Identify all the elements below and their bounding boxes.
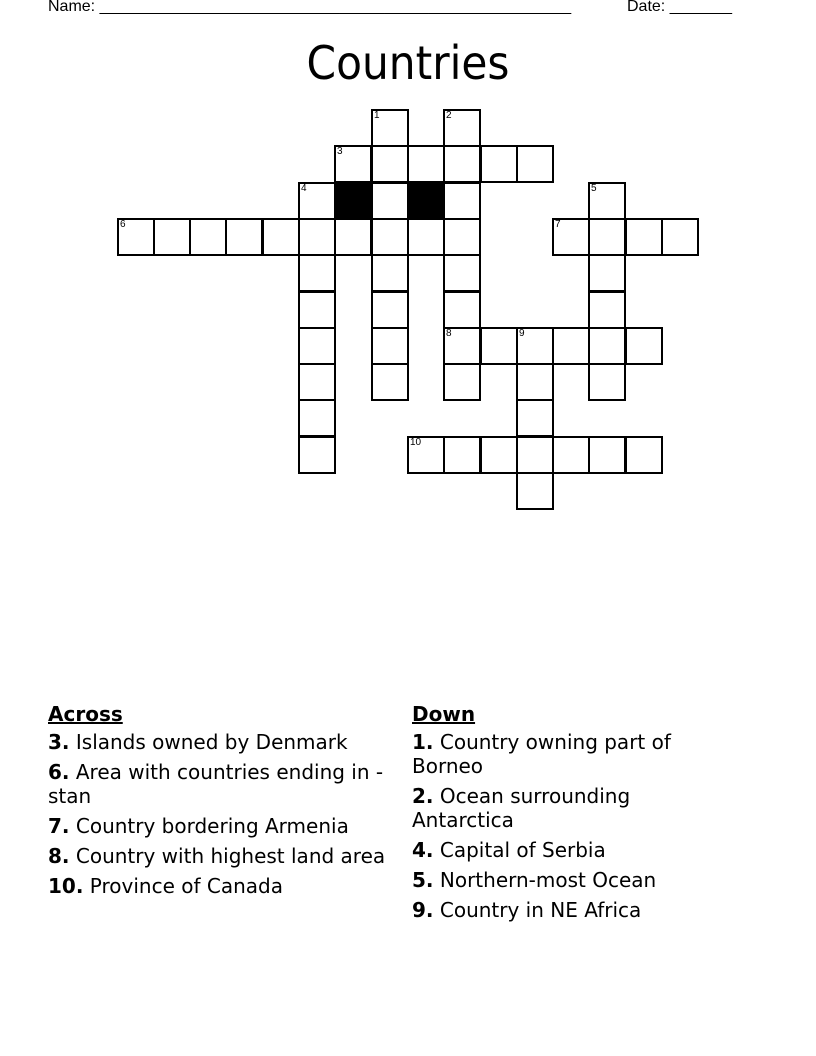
across-clues	[48, 702, 393, 904]
answer-cell[interactable]	[371, 218, 409, 256]
answer-cell[interactable]	[298, 291, 336, 329]
answer-cell[interactable]	[443, 363, 481, 401]
clue-number: 4.	[412, 838, 434, 862]
clue-number-label: 9	[519, 328, 525, 339]
down-heading: Down	[412, 702, 476, 726]
down-clue-2	[412, 784, 732, 832]
answer-cell[interactable]	[588, 436, 626, 474]
clue-number-label: 2	[446, 110, 452, 121]
answer-cell[interactable]	[225, 218, 263, 256]
across-clue-10	[48, 874, 393, 898]
clue-text: Country bordering Armenia	[75, 814, 349, 838]
clue-number-label: 8	[446, 328, 452, 339]
answer-cell[interactable]	[371, 182, 409, 220]
answer-cell[interactable]	[552, 327, 590, 365]
answer-cell[interactable]	[516, 145, 554, 183]
page-title: Countries	[306, 36, 510, 90]
answer-cell[interactable]	[443, 109, 481, 147]
answer-cell[interactable]	[661, 218, 699, 256]
down-clue-4	[412, 838, 732, 862]
answer-cell[interactable]	[262, 218, 300, 256]
clue-number: 8.	[48, 844, 70, 868]
clue-text: Area with countries ending in -stan	[48, 760, 384, 808]
answer-cell[interactable]	[443, 436, 481, 474]
down-clue-5	[412, 868, 732, 892]
answer-cell[interactable]	[298, 399, 336, 437]
across-clue-8	[48, 844, 393, 868]
answer-cell[interactable]	[516, 436, 554, 474]
answer-cell[interactable]	[371, 109, 409, 147]
clue-number: 2.	[412, 784, 434, 808]
clue-number: 9.	[412, 898, 434, 922]
answer-cell[interactable]	[443, 218, 481, 256]
answer-cell[interactable]	[588, 363, 626, 401]
answer-cell[interactable]	[588, 327, 626, 365]
answer-cell[interactable]	[588, 218, 626, 256]
answer-cell[interactable]	[298, 182, 336, 220]
clue-number: 1.	[412, 730, 434, 754]
clue-text: Country with highest land area	[75, 844, 386, 868]
clue-number: 3.	[48, 730, 70, 754]
answer-cell[interactable]	[334, 218, 372, 256]
clue-text: Islands owned by Denmark	[75, 730, 348, 754]
clue-text: Country owning part of Borneo	[412, 730, 671, 778]
answer-cell[interactable]	[516, 363, 554, 401]
name-field-label: Name: _____________________________________________________	[48, 0, 572, 15]
clue-number-label: 10	[410, 437, 422, 448]
answer-cell[interactable]	[407, 218, 445, 256]
answer-cell[interactable]	[334, 145, 372, 183]
answer-cell[interactable]	[298, 254, 336, 292]
blocked-cell	[334, 182, 372, 220]
clue-number-label: 7	[555, 219, 561, 230]
clue-number-label: 3	[337, 146, 343, 157]
answer-cell[interactable]	[480, 436, 518, 474]
answer-cell[interactable]	[443, 327, 481, 365]
answer-cell[interactable]	[552, 218, 590, 256]
down-clue-9	[412, 898, 732, 922]
down-clue-1	[412, 730, 732, 778]
answer-cell[interactable]	[625, 327, 663, 365]
clue-text: Northern-most Ocean	[439, 868, 657, 892]
answer-cell[interactable]	[516, 472, 554, 510]
clue-text: Capital of Serbia	[439, 838, 606, 862]
clue-number-label: 6	[120, 219, 126, 230]
answer-cell[interactable]	[625, 436, 663, 474]
blocked-cell	[407, 182, 445, 220]
answer-cell[interactable]	[443, 254, 481, 292]
clue-number-label: 5	[591, 183, 597, 194]
across-clue-7	[48, 814, 393, 838]
across-clue-6	[48, 760, 393, 808]
answer-cell[interactable]	[480, 145, 518, 183]
answer-cell[interactable]	[298, 363, 336, 401]
clue-text: Province of Canada	[89, 874, 283, 898]
across-clue-3	[48, 730, 393, 754]
clue-number: 6.	[48, 760, 70, 784]
down-clues	[412, 702, 732, 928]
answer-cell[interactable]	[407, 145, 445, 183]
answer-cell[interactable]	[443, 182, 481, 220]
answer-cell[interactable]	[443, 145, 481, 183]
clue-number-label: 1	[374, 110, 380, 121]
date-field-label: Date: _______	[627, 0, 732, 15]
across-heading: Across	[48, 702, 123, 726]
answer-cell[interactable]	[298, 327, 336, 365]
clue-number: 10.	[48, 874, 84, 898]
answer-cell[interactable]	[371, 327, 409, 365]
clue-text: Ocean surrounding Antarctica	[412, 784, 631, 832]
answer-cell[interactable]	[371, 254, 409, 292]
clue-number-label: 4	[301, 183, 307, 194]
clue-number: 7.	[48, 814, 70, 838]
answer-cell[interactable]	[189, 218, 227, 256]
answer-cell[interactable]	[117, 218, 155, 256]
answer-cell[interactable]	[516, 327, 554, 365]
answer-cell[interactable]	[371, 145, 409, 183]
answer-cell[interactable]	[153, 218, 191, 256]
answer-cell[interactable]	[588, 291, 626, 329]
clue-text: Country in NE Africa	[439, 898, 642, 922]
answer-cell[interactable]	[480, 327, 518, 365]
answer-cell[interactable]	[625, 218, 663, 256]
answer-cell[interactable]	[588, 182, 626, 220]
clue-number: 5.	[412, 868, 434, 892]
answer-cell[interactable]	[588, 254, 626, 292]
answer-cell[interactable]	[443, 291, 481, 329]
answer-cell[interactable]	[552, 436, 590, 474]
answer-cell[interactable]	[371, 291, 409, 329]
answer-cell[interactable]	[407, 436, 445, 474]
answer-cell[interactable]	[298, 218, 336, 256]
answer-cell[interactable]	[516, 399, 554, 437]
answer-cell[interactable]	[298, 436, 336, 474]
answer-cell[interactable]	[371, 363, 409, 401]
